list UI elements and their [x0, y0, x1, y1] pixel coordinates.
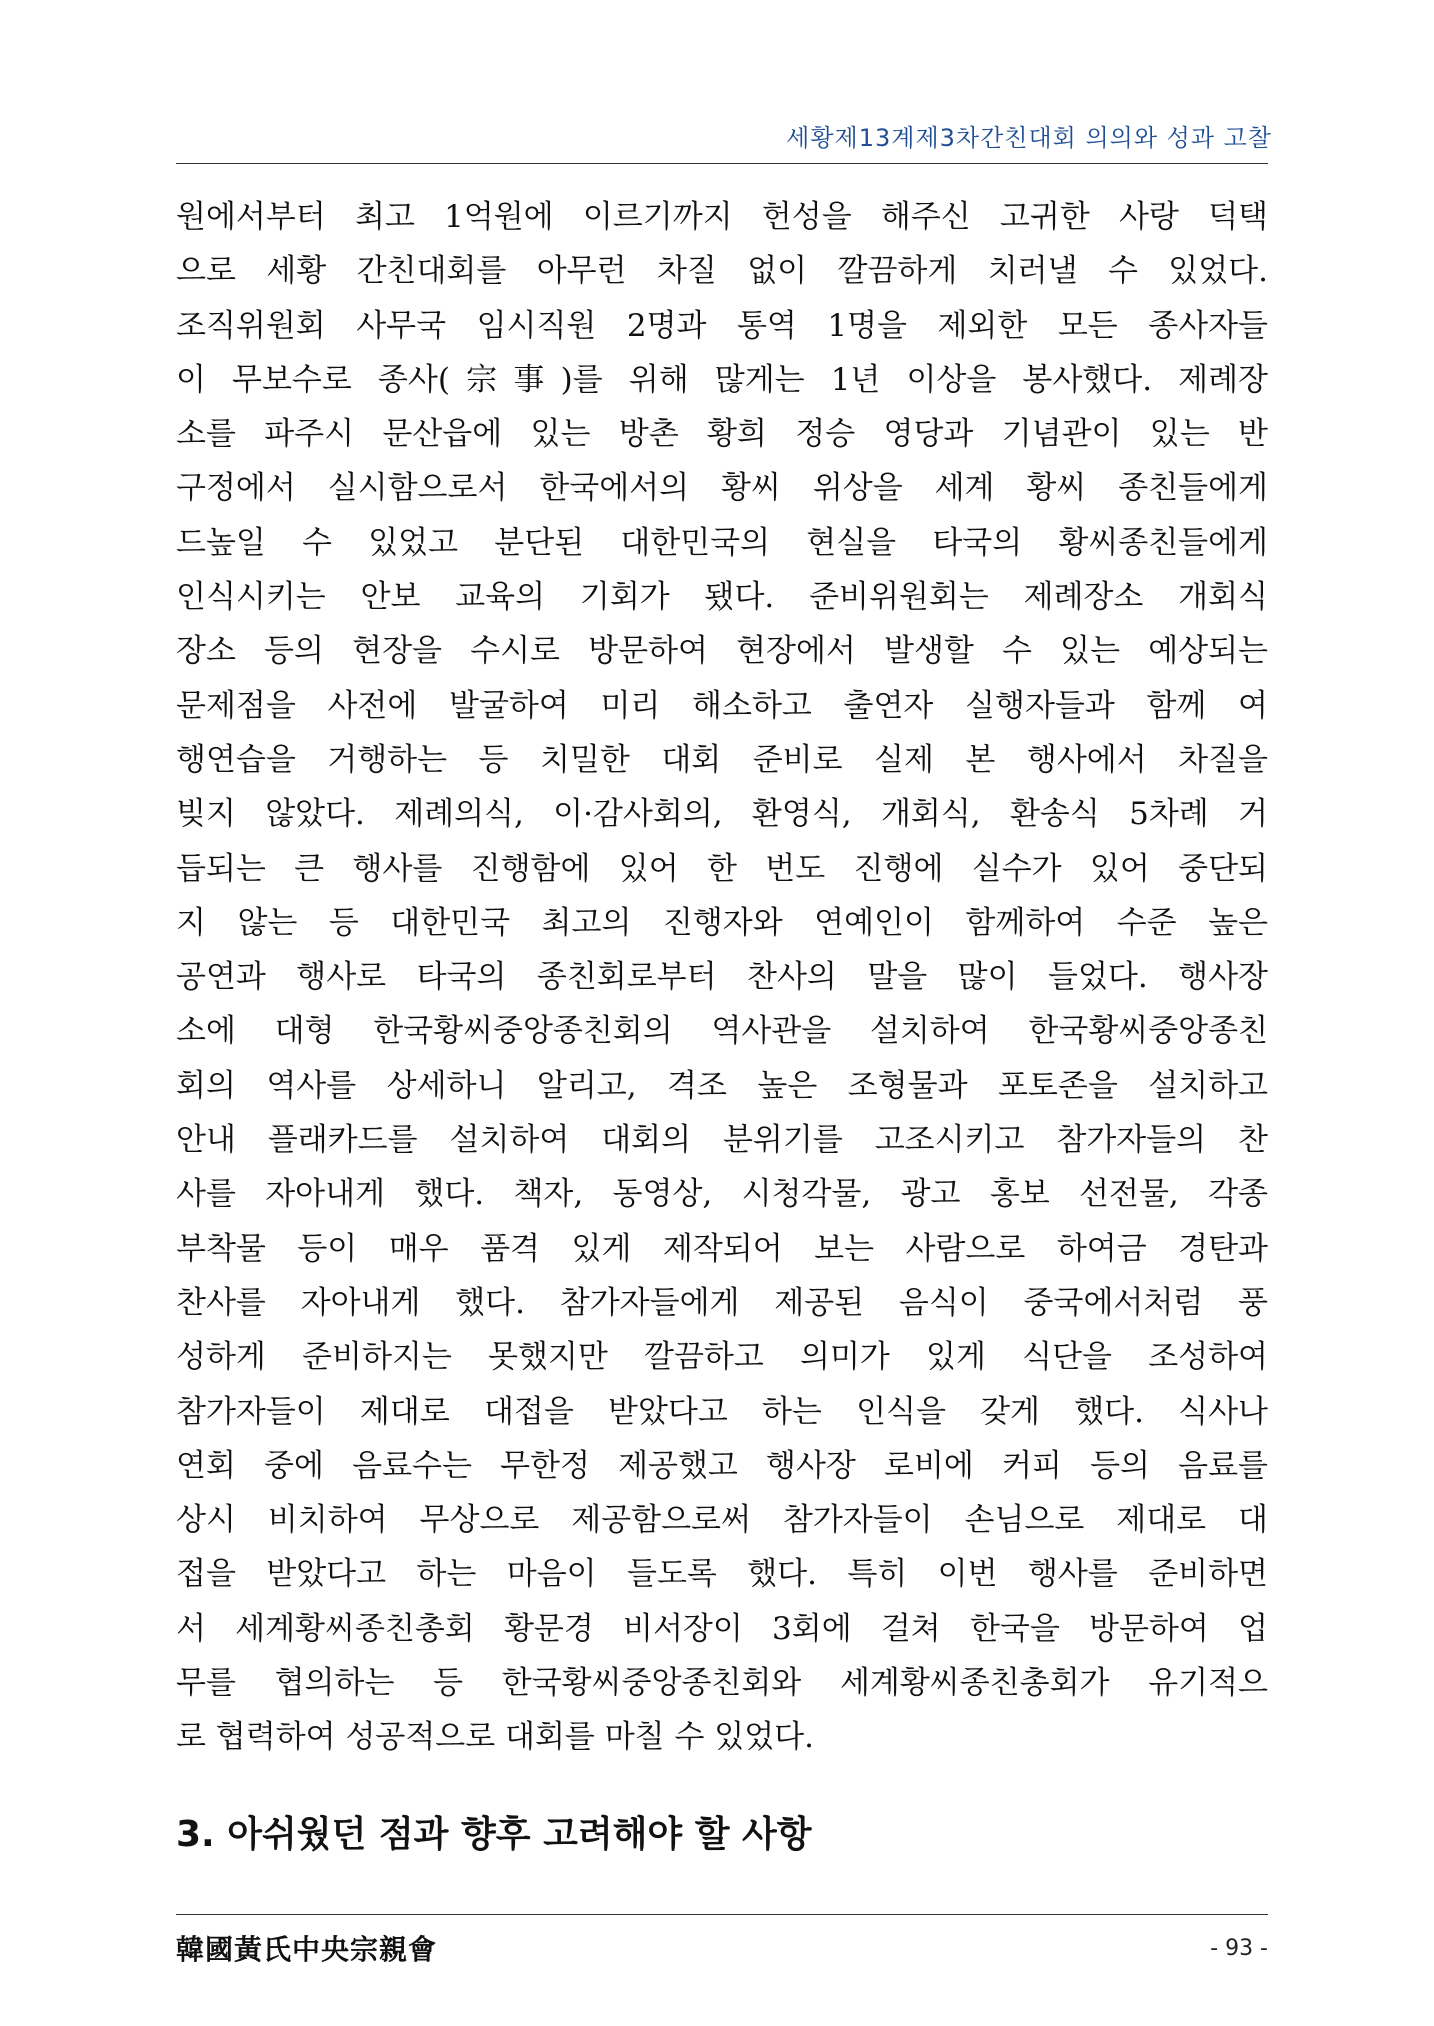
- body-line: 구정에서 실시함으로서 한국에서의 황씨 위상을 세계 황씨 종친들에게: [176, 470, 1268, 507]
- body-line: 행연습을 거행하는 등 치밀한 대회 준비로 실제 본 행사에서 차질을: [176, 741, 1268, 778]
- body-line: 빚지 않았다. 제례의식, 이·감사회의, 환영식, 개회식, 환송식 5차례 거: [176, 796, 1268, 833]
- body-line: 지 않는 등 대한민국 최고의 진행자와 연예인이 함께하여 수준 높은: [176, 904, 1268, 941]
- body-line: 참가자들이 제대로 대접을 받았다고 하는 인식을 갖게 했다. 식사나: [176, 1393, 1268, 1430]
- body-line: 찬사를 자아내게 했다. 참가자들에게 제공된 음식이 중국에서처럼 풍: [176, 1284, 1268, 1321]
- body-line: 공연과 행사로 타국의 종친회로부터 찬사의 말을 많이 들었다. 행사장: [176, 959, 1268, 996]
- body-line: 부착물 등이 매우 품격 있게 제작되어 보는 사람으로 하여금 경탄과: [176, 1230, 1268, 1267]
- footer-divider: [176, 1914, 1268, 1915]
- body-line: 소에 대형 한국황씨중앙종친회의 역사관을 설치하여 한국황씨중앙종친: [176, 1013, 1268, 1050]
- body-line: 상시 비치하여 무상으로 제공함으로써 참가자들이 손님으로 제대로 대: [176, 1502, 1268, 1539]
- organization-logo-text: 韓國黃氏中央宗親會: [176, 1933, 438, 1966]
- body-line: 안내 플래카드를 설치하여 대회의 분위기를 고조시키고 참가자들의 찬: [176, 1122, 1268, 1159]
- body-line: 듭되는 큰 행사를 진행함에 있어 한 번도 진행에 실수가 있어 중단되: [176, 850, 1268, 887]
- body-line: 이 무보수로 종사(宗事)를 위해 많게는 1년 이상을 봉사했다. 제례장: [176, 361, 1268, 398]
- body-line: 인식시키는 안보 교육의 기회가 됐다. 준비위원회는 제례장소 개회식: [176, 579, 1268, 616]
- body-line: 무를 협의하는 등 한국황씨중앙종친회와 세계황씨종친총회가 유기적으: [176, 1665, 1268, 1702]
- body-paragraph: [176, 190, 1268, 1765]
- body-line: 연회 중에 음료수는 무한정 제공했고 행사장 로비에 커피 등의 음료를: [176, 1447, 1268, 1484]
- body-line: 로 협력하여 성공적으로 대회를 마칠 수 있었다.: [176, 1719, 814, 1756]
- body-line: 소를 파주시 문산읍에 있는 방촌 황희 정승 영당과 기념관이 있는 반: [176, 416, 1268, 453]
- header-divider: [176, 163, 1268, 164]
- body-line: 접을 받았다고 하는 마음이 들도록 했다. 특히 이번 행사를 준비하면: [176, 1556, 1268, 1593]
- body-line: 원에서부터 최고 1억원에 이르기까지 헌성을 해주신 고귀한 사랑 덕택: [176, 199, 1268, 235]
- section-heading: 3. 아쉬웠던 점과 향후 고려해야 할 사항: [176, 1814, 812, 1855]
- body-line: 드높일 수 있었고 분단된 대한민국의 현실을 타국의 황씨종친들에게: [176, 524, 1268, 561]
- body-line: 사를 자아내게 했다. 책자, 동영상, 시청각물, 광고 홍보 선전물, 각종: [176, 1176, 1268, 1213]
- page-number: - 93 -: [1210, 1936, 1268, 1961]
- body-line: 장소 등의 현장을 수시로 방문하여 현장에서 발생할 수 있는 예상되는: [176, 633, 1268, 670]
- body-line: 회의 역사를 상세하니 알리고, 격조 높은 조형물과 포토존을 설치하고: [176, 1067, 1268, 1104]
- body-line: 문제점을 사전에 발굴하여 미리 해소하고 출연자 실행자들과 함께 여: [176, 687, 1268, 724]
- body-line: 조직위원회 사무국 임시직원 2명과 통역 1명을 제외한 모든 종사자들: [176, 307, 1268, 344]
- body-line: 으로 세황 간친대회를 아무런 차질 없이 깔끔하게 치러낼 수 있었다.: [176, 253, 1268, 290]
- running-header-title: 세황제13계제3차간친대회 의의와 성과 고찰: [786, 124, 1272, 152]
- body-line: 서 세계황씨종친총회 황문경 비서장이 3회에 걸쳐 한국을 방문하여 업: [176, 1610, 1268, 1647]
- body-line: 성하게 준비하지는 못했지만 깔끔하고 의미가 있게 식단을 조성하여: [176, 1339, 1268, 1376]
